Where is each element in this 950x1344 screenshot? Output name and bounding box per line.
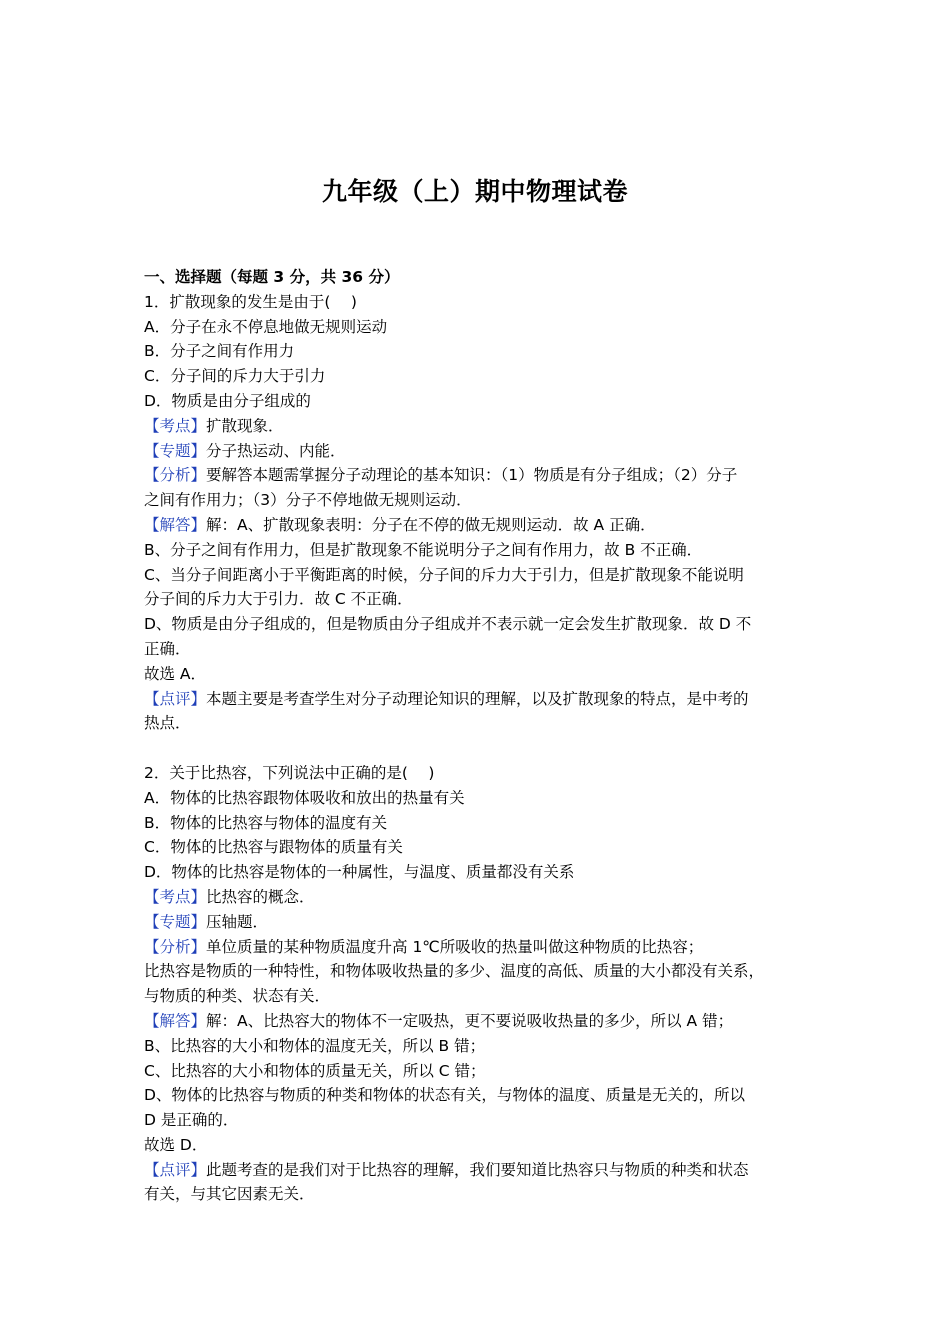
jieda-text: 正确． [144, 639, 191, 658]
dianping-text: 此题考查的是我们对于比热容的理解，我们要知道比热容只与物质的种类和状态 [206, 1160, 749, 1179]
dianping-line [144, 1158, 809, 1183]
option-d: D．物体的比热容是物体的一种属性，与温度、质量都没有关系 [144, 863, 575, 882]
option-a: A．分子在永不停息地做无规则运动 [144, 317, 388, 336]
zhuanti-line [144, 910, 809, 935]
dianping-line [144, 687, 809, 712]
kaodian-tag: 【考点】 [144, 887, 207, 906]
jieda-tag: 【解答】 [144, 515, 207, 534]
dianping-text: 本题主要是考查学生对分子动理论知识的理解，以及扩散现象的特点，是中考的 [206, 689, 749, 708]
question-stem: 2．关于比热容，下列说法中正确的是( ) [144, 763, 435, 782]
jieda-tag: 【解答】 [144, 1011, 207, 1030]
jieda-text: D 是正确的． [144, 1111, 239, 1130]
zhuanti-text: 压轴题． [206, 912, 269, 931]
jieda-text: 解：A、比热容大的物体不一定吸热，更不要说吸收热量的多少，所以 A 错； [206, 1011, 734, 1030]
fenxi-text: 之间有作用力；（3）分子不停地做无规则运动． [144, 491, 472, 510]
fenxi-line [144, 935, 809, 960]
zhuanti-tag: 【专题】 [144, 441, 207, 460]
kaodian-line [144, 885, 809, 910]
fenxi-line [144, 463, 809, 488]
fenxi-text: 要解答本题需掌握分子动理论的基本知识：（1）物质是有分子组成；（2）分子 [206, 466, 738, 485]
jieda-text: D、物体的比热容与物质的种类和物体的状态有关，与物体的温度、质量是无关的，所以 [144, 1086, 745, 1105]
answer-choice: 故选 A． [144, 664, 207, 683]
fenxi-text: 与物质的种类、状态有关． [144, 987, 331, 1006]
option-a: A．物体的比热容跟物体吸收和放出的热量有关 [144, 788, 465, 807]
document-body [144, 265, 809, 1207]
jieda-line [144, 1009, 809, 1034]
section-heading: 一、选择题（每题 3 分，共 36 分） [144, 268, 400, 286]
question-spacer [144, 736, 809, 761]
question-2 [144, 761, 809, 1207]
option-b: B．分子之间有作用力 [144, 342, 295, 361]
option-c: C．分子间的斥力大于引力 [144, 367, 326, 386]
question-1 [144, 290, 809, 736]
jieda-text: C、当分子间距离小于平衡距离的时候，分子间的斥力大于引力，但是扩散现象不能说明 [144, 565, 744, 584]
option-c: C．物体的比热容与跟物体的质量有关 [144, 838, 403, 857]
jieda-line [144, 513, 809, 538]
jieda-text: C、比热容的大小和物体的质量无关，所以 C 错； [144, 1061, 486, 1080]
dianping-tag: 【点评】 [144, 1160, 207, 1179]
jieda-text: 解：A、扩散现象表明：分子在不停的做无规则运动．故 A 正确． [206, 515, 656, 534]
kaodian-text: 扩散现象． [206, 416, 284, 435]
kaodian-tag: 【考点】 [144, 416, 207, 435]
jieda-text: D、物质是由分子组成的，但是物质由分子组成并不表示就一定会发生扩散现象．故 D 不 [144, 615, 752, 634]
kaodian-line [144, 414, 809, 439]
jieda-text: B、分子之间有作用力，但是扩散现象不能说明分子之间有作用力，故 B 不正确． [144, 540, 703, 559]
zhuanti-tag: 【专题】 [144, 912, 207, 931]
dianping-text: 热点． [144, 714, 191, 733]
option-d: D．物质是由分子组成的 [144, 391, 311, 410]
kaodian-text: 比热容的概念． [206, 887, 315, 906]
fenxi-tag: 【分析】 [144, 937, 207, 956]
dianping-tag: 【点评】 [144, 689, 207, 708]
zhuanti-text: 分子热运动、内能． [206, 441, 346, 460]
dianping-text: 有关，与其它因素无关． [144, 1185, 315, 1204]
fenxi-text: 比热容是物质的一种特性，和物体吸收热量的多少、温度的高低、质量的大小都没有关系， [144, 962, 765, 981]
jieda-text: 分子间的斥力大于引力．故 C 不正确． [144, 590, 413, 609]
option-b: B．物体的比热容与物体的温度有关 [144, 813, 388, 832]
fenxi-text: 单位质量的某种物质温度升高 1℃所吸收的热量叫做这种物质的比热容； [206, 937, 704, 956]
jieda-text: B、比热容的大小和物体的温度无关，所以 B 错； [144, 1036, 486, 1055]
document-title: 九年级（上）期中物理试卷 [321, 177, 628, 206]
zhuanti-line [144, 439, 809, 464]
fenxi-tag: 【分析】 [144, 466, 207, 485]
answer-choice: 故选 D． [144, 1135, 208, 1154]
question-stem: 1．扩散现象的发生是由于( ) [144, 292, 357, 311]
